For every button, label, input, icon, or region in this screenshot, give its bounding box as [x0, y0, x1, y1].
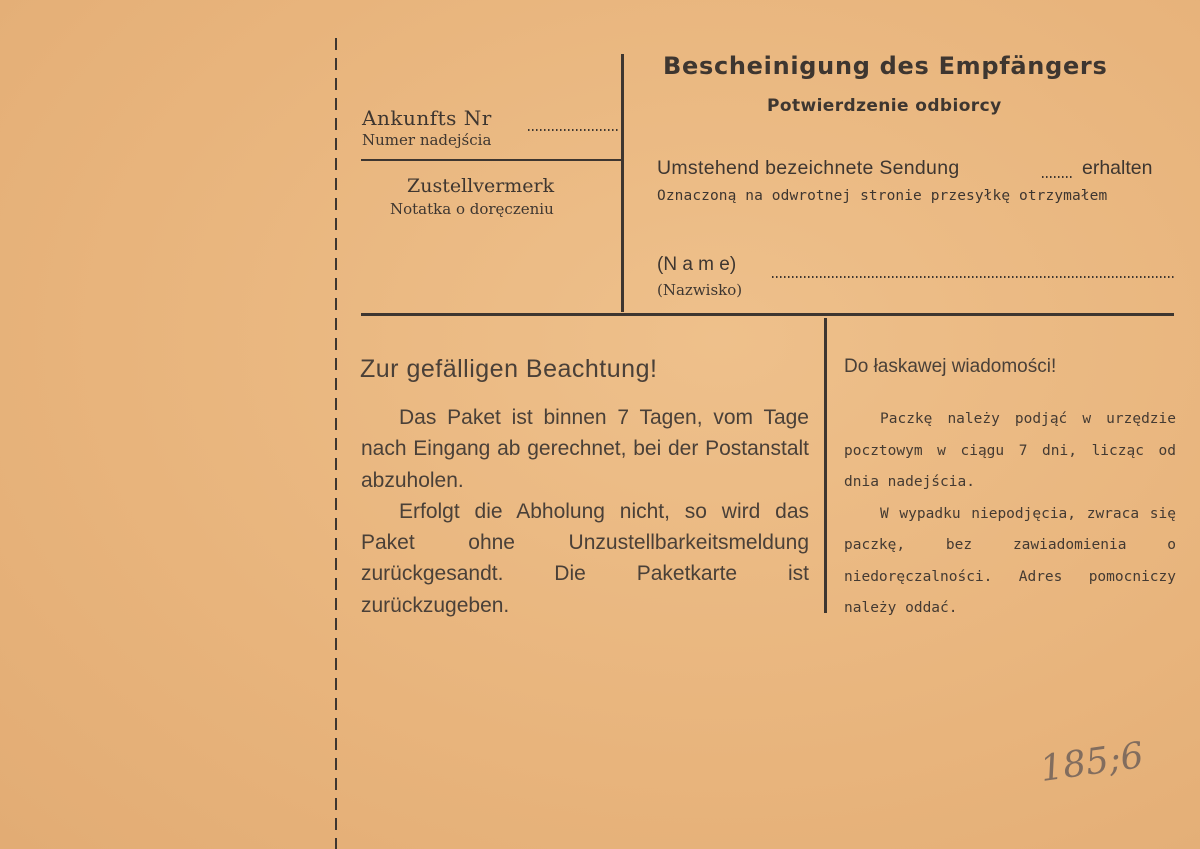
notice-pl-paragraph-2: W wypadku niepodjęcia, zwraca się paczkę, bez zawiadomienia o niedoręczalności. Adres pomocniczy należy oddać. — [844, 505, 1176, 616]
notice-body-pl — [844, 404, 1176, 625]
notice-pl-paragraph-1: Paczkę należy podjąć w urzędzie pocztowym w ciągu 7 dni, licząc od dnia nadejścia. — [844, 411, 1176, 490]
received-text-a: Umstehend bezeichnete Sendung — [657, 157, 960, 179]
top-column-divider — [621, 54, 624, 312]
received-count-field[interactable] — [1042, 176, 1074, 178]
certificate-title-pl: Potwierdzenie odbiorcy — [767, 96, 1002, 116]
notice-column-divider — [824, 318, 827, 613]
notice-heading-pl: Do łaskawej wiadomości! — [844, 356, 1057, 377]
arrival-number-label: Ankunfts Nr — [362, 106, 492, 130]
delivery-note-label: Zustellvermerk — [407, 175, 555, 197]
notice-heading-de: Zur gefälligen Beachtung! — [360, 355, 658, 383]
delivery-note-label-pl: Notatka o doręczeniu — [390, 200, 554, 218]
notice-de-paragraph-1: Das Paket ist binnen 7 Tagen, vom Tage nach Eingang ab gerechnet, bei der Postanstalt abzuholen. — [361, 406, 809, 492]
name-field[interactable] — [772, 276, 1174, 278]
received-text-pl: Oznaczoną na odwrotnej stronie przesyłkę otrzymałem — [657, 188, 1108, 204]
notice-de-paragraph-2: Erfolgt die Abholung nicht, so wird das Paket ohne Unzustellbarkeitsmeldung zurückgesandt. Die Paketkarte ist zurückzugeben. — [361, 499, 809, 617]
received-text — [657, 157, 960, 180]
received-text-b: erhalten — [1082, 157, 1153, 179]
perforation-line — [335, 38, 337, 849]
arrival-divider — [361, 159, 621, 161]
notice-body-de — [361, 402, 809, 621]
top-section-divider — [361, 313, 1174, 316]
name-label: (N a m e) — [657, 254, 737, 275]
handwritten-note: 185;6 — [1037, 734, 1147, 791]
certificate-title: Bescheinigung des Empfängers — [663, 52, 1108, 80]
arrival-number-field[interactable] — [528, 129, 618, 131]
arrival-number-label-pl: Numer nadejścia — [362, 131, 492, 149]
name-label-pl: (Nazwisko) — [657, 281, 743, 299]
